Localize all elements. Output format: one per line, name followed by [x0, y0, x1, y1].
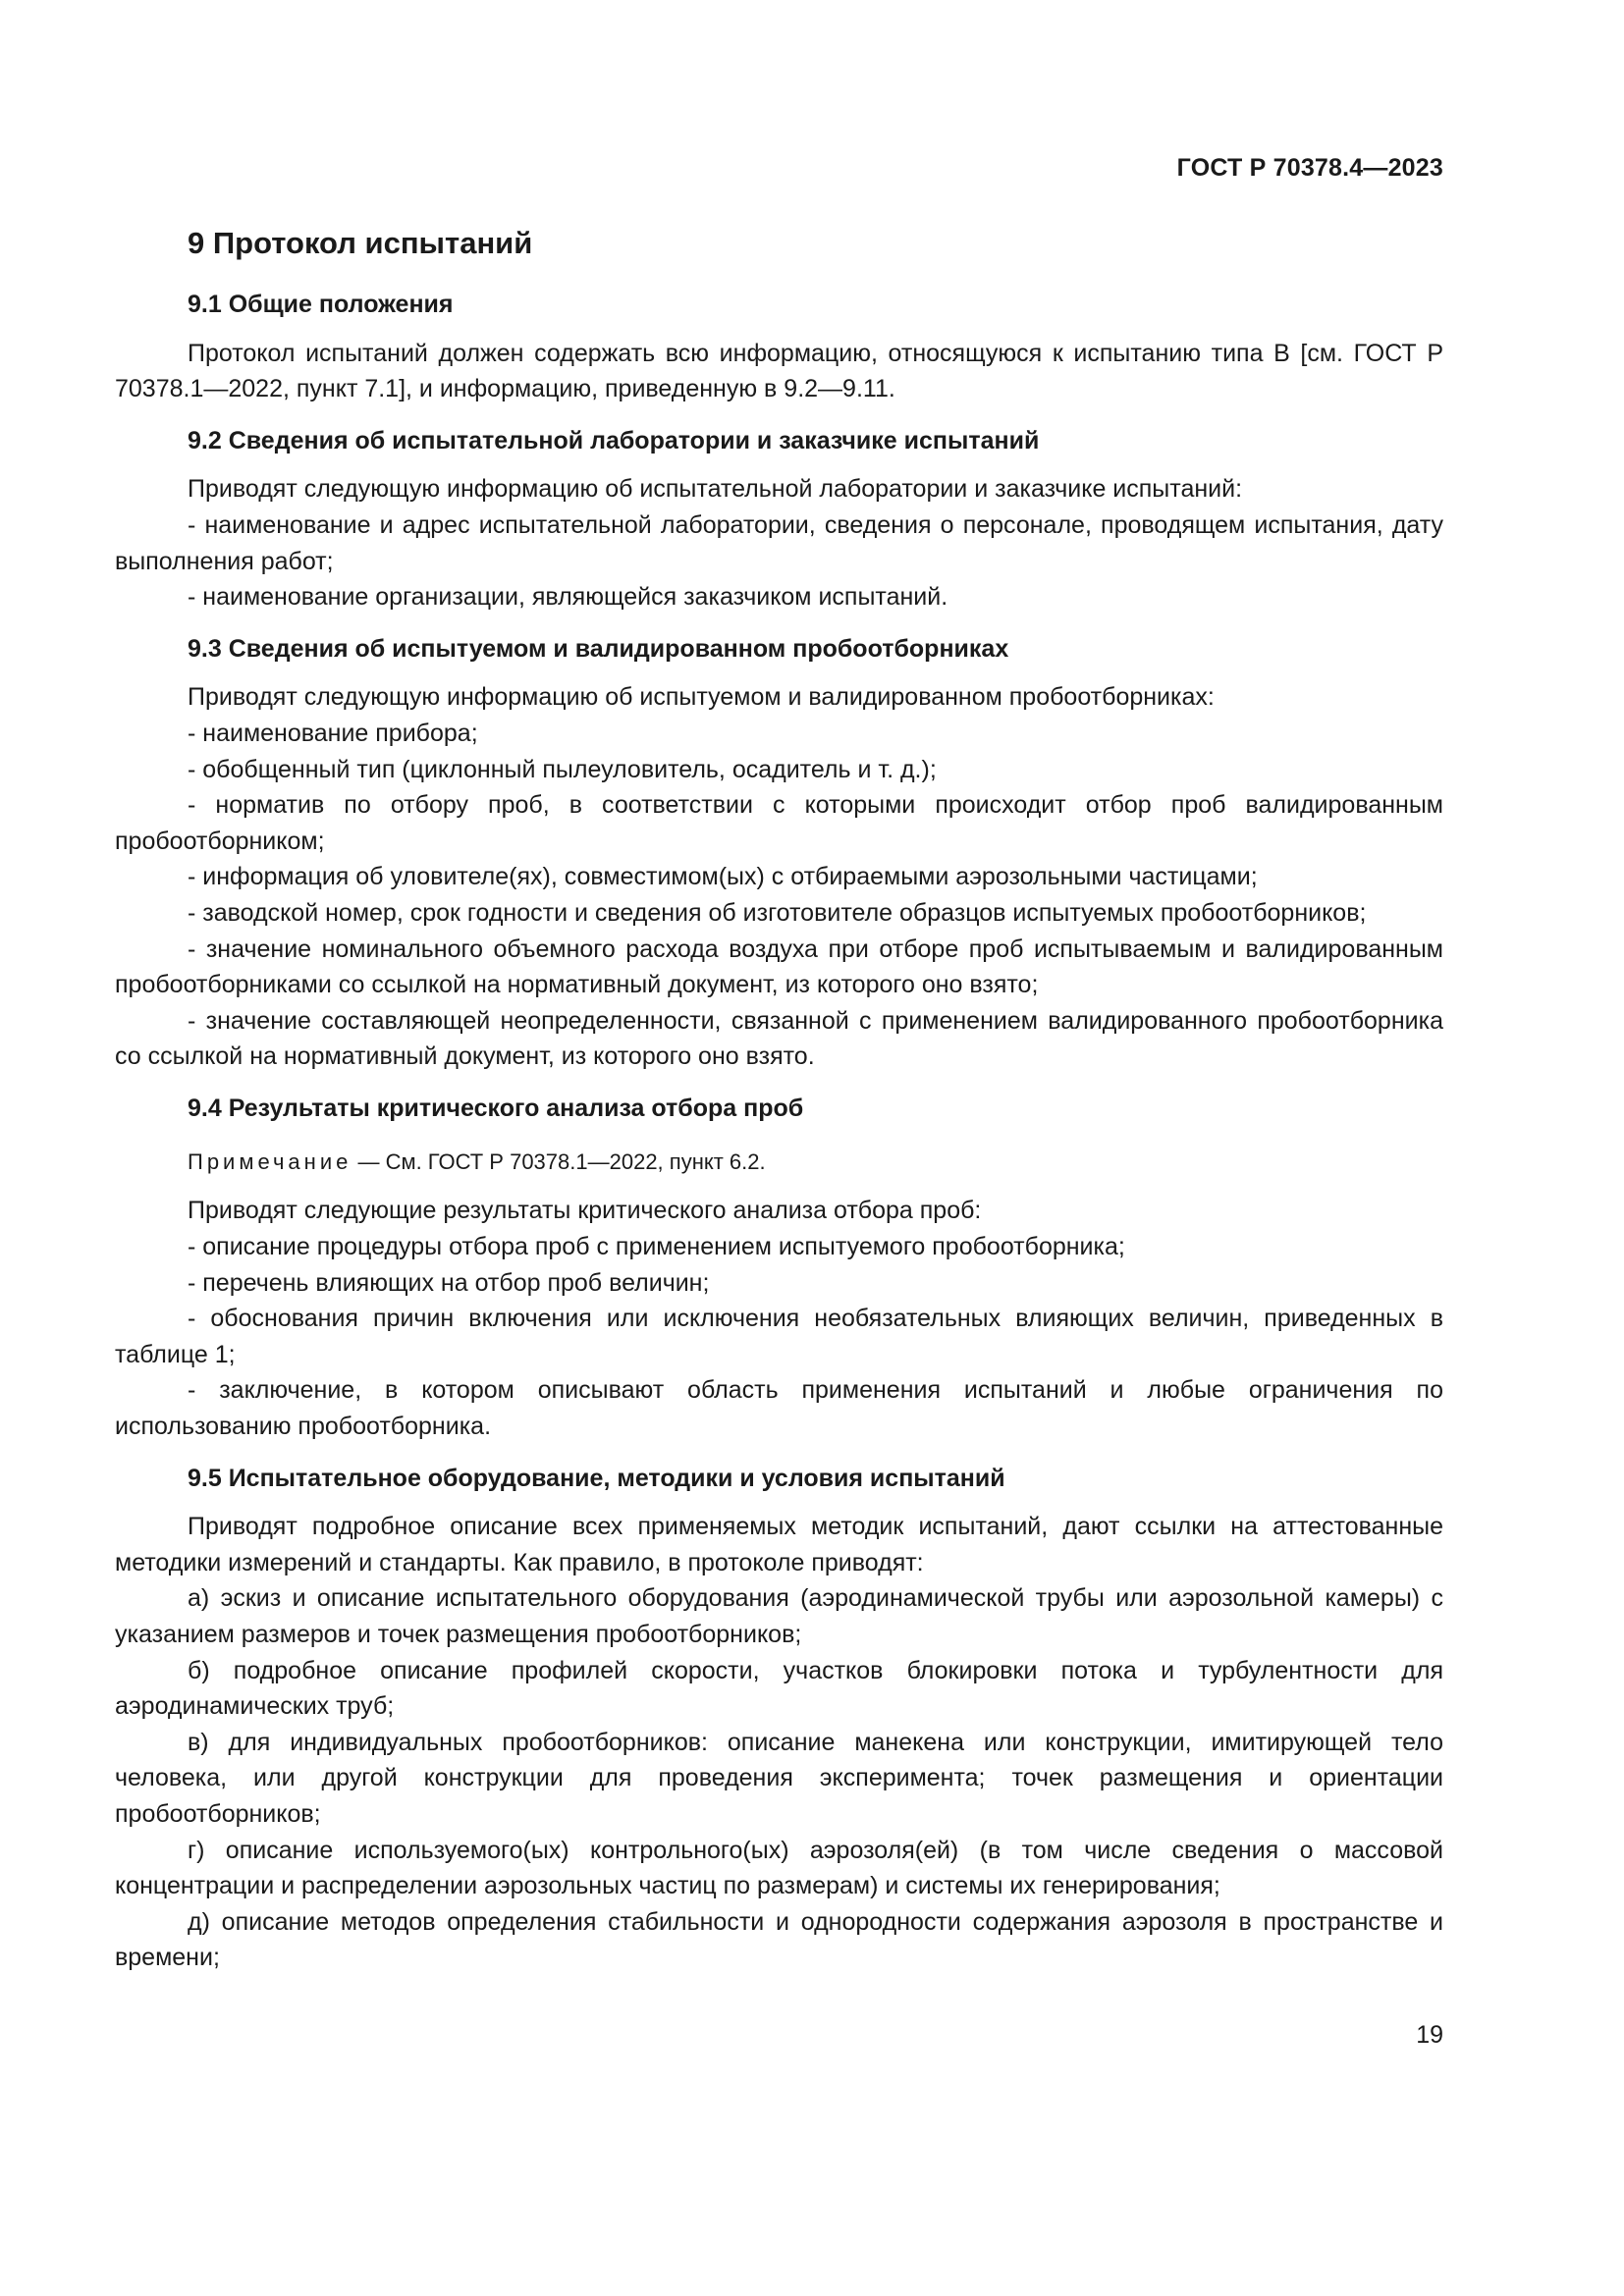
note — [188, 1148, 1443, 1177]
list-item: - заключение, в котором описывают область применения испытаний и любые ограничения по использованию пробоотборника. — [115, 1376, 1443, 1441]
paragraph: Приводят следующие результаты критического анализа отбора проб: — [188, 1197, 982, 1225]
subsection-heading: 9.5 Испытательное оборудование, методики и условия испытаний — [188, 1464, 1005, 1492]
list-item: - описание процедуры отбора проб с применением испытуемого пробоотборника; — [188, 1233, 1125, 1261]
page-content — [115, 224, 1443, 1976]
list-item: д) описание методов определения стабильности и однородности содержания аэрозоля в пространстве и времени; — [115, 1907, 1443, 1972]
paragraph: Протокол испытаний должен содержать всю информацию, относящуюся к испытанию типа В [см. ГОСТ Р 70378.1—2022, пункт 7.1], и информацию, приведенную в 9.2—9.11. — [115, 339, 1443, 403]
note-text: — См. ГОСТ Р 70378.1—2022, пункт 6.2. — [352, 1149, 766, 1175]
subsection-heading: 9.4 Результаты критического анализа отбора проб — [188, 1094, 804, 1122]
list-item: - норматив по отбору проб, в соответствии с которыми происходит отбор проб валидированным пробоотборником; — [115, 791, 1443, 855]
list-item: - информация об уловителе(ях), совместимом(ых) с отбираемыми аэрозольными частицами; — [188, 863, 1258, 891]
list-item: в) для индивидуальных пробоотборников: описание манекена или конструкции, имитирующей тело человека, или другой конструкции для проведения эксперимента; точек размещения и ориентации пробоотборников; — [115, 1728, 1443, 1828]
paragraph: Приводят следующую информацию об испытательной лаборатории и заказчике испытаний: — [188, 475, 1243, 504]
list-item: - заводской номер, срок годности и сведения об изготовителе образцов испытуемых пробоотборников; — [188, 898, 1367, 927]
list-item: - перечень влияющих на отбор проб величин; — [188, 1268, 710, 1297]
list-item: а) эскиз и описание испытательного оборудования (аэродинамической трубы или аэрозольной камеры) с указанием размеров и точек размещения пробоотборников; — [115, 1584, 1443, 1648]
subsection-heading: 9.2 Сведения об испытательной лаборатории и заказчике испытаний — [188, 426, 1040, 454]
list-item: г) описание используемого(ых) контрольного(ых) аэрозоля(ей) (в том числе сведения о массовой концентрации и распределении аэрозольных частиц по размерам) и системы их генерирования; — [115, 1836, 1443, 1900]
subsection-heading: 9.3 Сведения об испытуемом и валидированном пробоотборниках — [188, 634, 1009, 663]
document-code: ГОСТ Р 70378.4—2023 — [1176, 154, 1443, 182]
list-item: б) подробное описание профилей скорости, участков блокировки потока и турбулентности для аэродинамических труб; — [115, 1656, 1443, 1721]
paragraph: Приводят подробное описание всех применяемых методик испытаний, дают ссылки на аттестованные методики измерений и стандарты. Как правило, в протоколе приводят: — [115, 1513, 1443, 1576]
list-item: - наименование организации, являющейся заказчиком испытаний. — [188, 583, 948, 612]
page-number: 19 — [1416, 2021, 1443, 2049]
list-item: - значение номинального объемного расхода воздуха при отборе проб испытываемым и валидированным пробоотборниками со ссылкой на нормативный документ, из которого оно взято; — [115, 934, 1443, 999]
list-item: - обоснования причин включения или исключения необязательных влияющих величин, приведенных в таблице 1; — [115, 1305, 1443, 1368]
list-item: - обобщенный тип (циклонный пылеуловитель, осадитель и т. д.); — [188, 755, 937, 783]
list-item: - наименование и адрес испытательной лаборатории, сведения о персонале, проводящем испытания, дату выполнения работ; — [115, 510, 1443, 575]
paragraph: Приводят следующую информацию об испытуемом и валидированном пробоотборниках: — [188, 683, 1215, 712]
section-title: 9 Протокол испытаний — [188, 226, 533, 260]
note-label: Примечание — [188, 1149, 352, 1175]
list-item: - значение составляющей неопределенности, связанной с применением валидированного пробоотборника со ссылкой на нормативный документ, из которого оно взято. — [115, 1006, 1443, 1071]
subsection-heading: 9.1 Общие положения — [188, 291, 454, 318]
list-item: - наименование прибора; — [188, 719, 478, 747]
